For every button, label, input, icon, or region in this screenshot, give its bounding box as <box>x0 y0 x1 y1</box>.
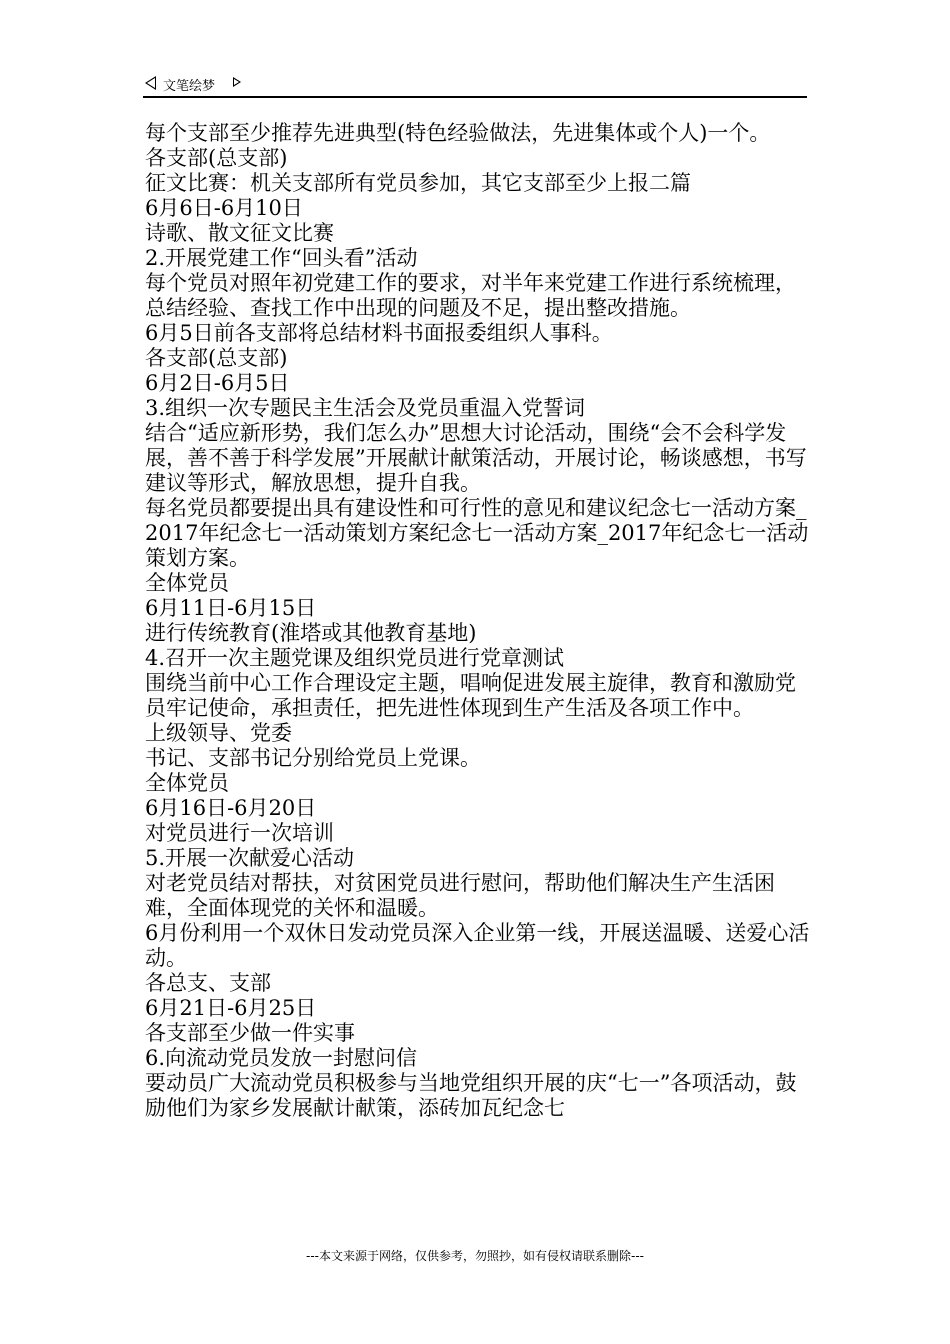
body-paragraph: 全体党员 <box>145 571 229 595</box>
body-paragraph: 6月16日-6月20日 <box>145 796 317 820</box>
body-paragraph: 每名党员都要提出具有建设性和可行性的意见和建议纪念七一活动方案_2017年纪念七一活动策划方案纪念七一活动方案_2017年纪念七一活动策划方案。 <box>145 496 809 570</box>
body-paragraph: 上级领导、党委 <box>145 721 292 745</box>
body-paragraph: 4.召开一次主题党课及组织党员进行党章测试 <box>145 646 565 670</box>
header-brand: 文笔绘梦 <box>163 79 216 94</box>
body-paragraph: 每个党员对照年初党建工作的要求，对半年来党建工作进行系统梳理，总结经验、查找工作中出现的问题及不足，提出整改措施。 <box>145 271 796 320</box>
body-paragraph: 书记、支部书记分别给党员上党课。 <box>145 746 481 770</box>
triangle-right-icon <box>233 77 241 87</box>
triangle-left-icon <box>145 76 156 90</box>
body-paragraph: 全体党员 <box>145 771 229 795</box>
body-paragraph: 6月5日前各支部将总结材料书面报委组织人事科。 <box>145 321 613 345</box>
body-paragraph: 2.开展党建工作“回头看”活动 <box>145 246 418 270</box>
page-header <box>143 70 807 98</box>
body-paragraph: 6月11日-6月15日 <box>145 596 317 620</box>
body-paragraph: 围绕当前中心工作合理设定主题，唱响促进发展主旋律，教育和激励党员牢记使命，承担责任，把先进性体现到生产生活及各项工作中。 <box>145 671 796 720</box>
body-paragraph: 3.组织一次专题民主生活会及党员重温入党誓词 <box>145 396 586 420</box>
body-paragraph: 进行传统教育(淮塔或其他教育基地) <box>145 621 477 645</box>
body-paragraph: 6月6日-6月10日 <box>145 196 303 220</box>
body-paragraph: 6.向流动党员发放一封慰问信 <box>145 1046 418 1070</box>
body-paragraph: 对党员进行一次培训 <box>145 821 334 845</box>
body-paragraph: 6月2日-6月5日 <box>145 371 290 395</box>
body-paragraph: 各支部至少做一件实事 <box>145 1021 355 1045</box>
body-paragraph: 5.开展一次献爱心活动 <box>145 846 355 870</box>
body-paragraph: 诗歌、散文征文比赛 <box>145 221 334 245</box>
body-paragraph: 各总支、支部 <box>145 971 271 995</box>
body-paragraph: 各支部(总支部) <box>145 146 288 170</box>
page-footer: ---本文来源于网络，仅供参考，勿照抄，如有侵权请联系删除--- <box>306 1249 644 1263</box>
body-paragraph: 6月21日-6月25日 <box>145 996 317 1020</box>
body-paragraph: 对老党员结对帮扶，对贫困党员进行慰问，帮助他们解决生产生活困难，全面体现党的关怀和温暖。 <box>145 871 775 920</box>
body-paragraph: 要动员广大流动党员积极参与当地党组织开展的庆“七一”各项活动，鼓励他们为家乡发展献计献策，添砖加瓦纪念七 <box>145 1071 797 1120</box>
body-paragraph: 结合“适应新形势，我们怎么办”思想大讨论活动，围绕“会不会科学发展，善不善于科学发展”开展献计献策活动，开展讨论，畅谈感想，书写建议等形式，解放思想，提升自我。 <box>145 421 807 495</box>
body-paragraph: 征文比赛：机关支部所有党员参加，其它支部至少上报二篇 <box>145 171 691 195</box>
body-paragraph: 各支部(总支部) <box>145 346 288 370</box>
body-paragraph: 6月份利用一个双休日发动党员深入企业第一线，开展送温暖、送爱心活动。 <box>145 921 810 970</box>
document-body <box>145 121 810 1121</box>
body-paragraph: 每个支部至少推荐先进典型(特色经验做法，先进集体或个人)一个。 <box>145 121 771 145</box>
